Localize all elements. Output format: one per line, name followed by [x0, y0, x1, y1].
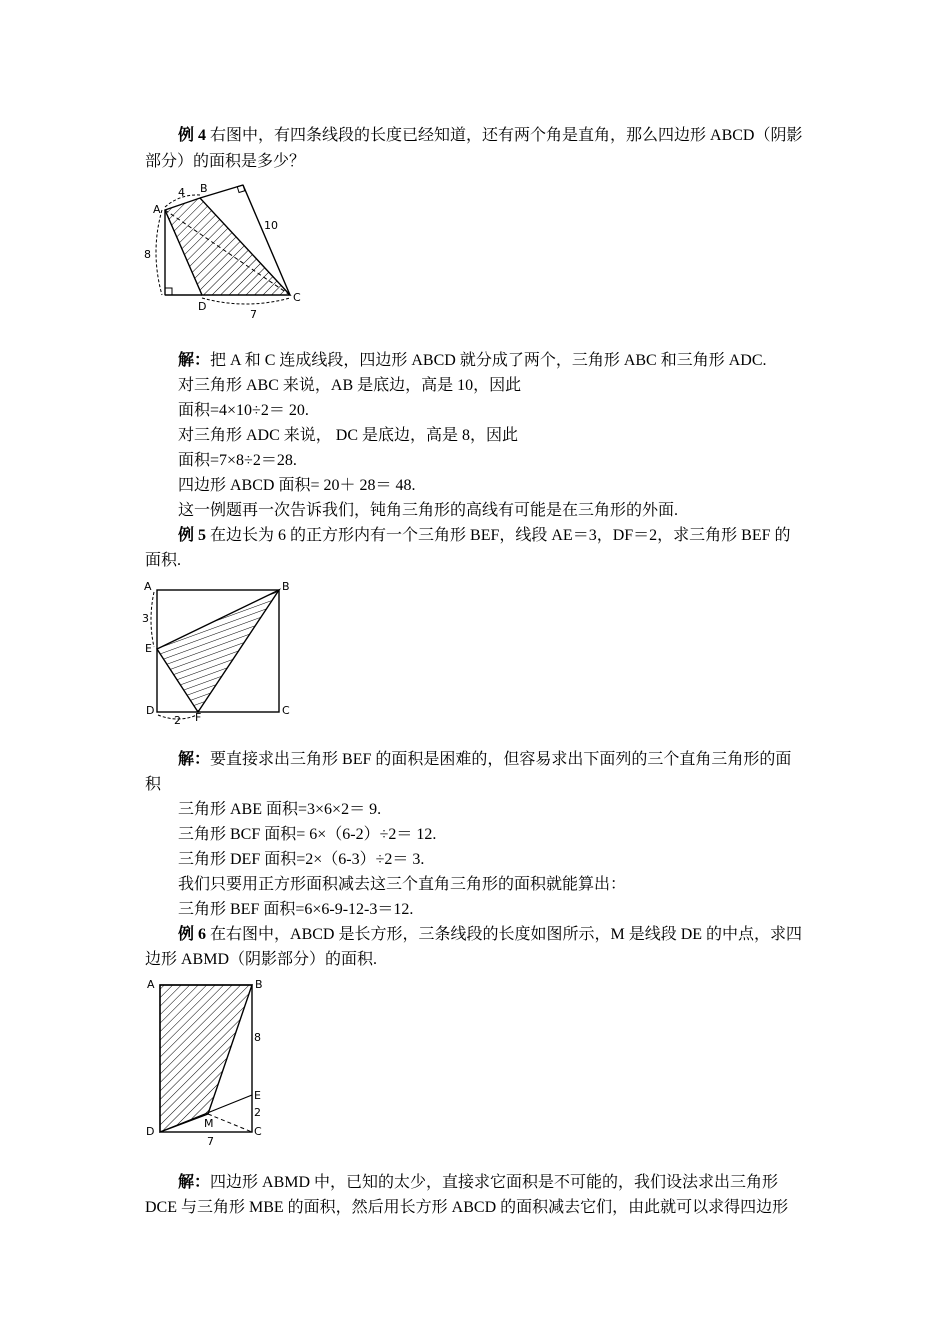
ex4-solution-line5: 面积=7×8÷2＝28.	[178, 452, 297, 469]
ex6-question-line2: 边形 ABMD（阴影部分）的面积.	[145, 951, 378, 968]
ex5-heading: 例 5	[178, 527, 207, 544]
ex4-solution-line1: 解：把 A 和 C 连成线段，四边形 ABCD 就分成了两个，三角形 ABC 和三角形 ADC.	[178, 352, 767, 369]
ex4-heading: 例 4	[178, 127, 207, 144]
ex4-solution-line7: 这一例题再一次告诉我们，钝角三角形的高线有可能是在三角形的外面.	[178, 502, 679, 519]
ex5-label-2: 2	[174, 714, 181, 727]
ex5-solution-line1: 解：要直接求出三角形 BEF 的面积是困难的，但容易求出下面列的三个直角三角形的面	[178, 751, 792, 768]
ex4-solution-heading: 解：	[178, 352, 211, 369]
ex4-solution-line4: 对三角形 ADC 来说， DC 是底边，高是 8，因此	[178, 427, 519, 444]
ex6-question-line1: 例 6 在右图中，ABCD 是长方形，三条线段的长度如图所示，M 是线段 DE 的中点，求四	[178, 926, 803, 943]
ex6-label-A: A	[147, 978, 155, 991]
ex5-solution-line5: 三角形 DEF 面积=2×（6-3）÷2＝ 3.	[178, 851, 425, 868]
ex6-solution-heading: 解：	[178, 1174, 211, 1191]
ex5-shaded-triangle	[157, 590, 279, 712]
ex5-label-3: 3	[142, 612, 149, 625]
ex5-solution-line7: 三角形 BEF 面积=6×6-9-12-3＝12.	[178, 901, 414, 918]
ex4-question-line1: 例 4 右图中，有四条线段的长度已经知道，还有两个角是直角，那么四边形 ABCD（阴影	[178, 127, 803, 144]
ex4-figure	[140, 180, 300, 320]
ex6-figure	[140, 975, 280, 1148]
ex4-label-B: B	[200, 182, 208, 195]
ex5-label-B: B	[282, 580, 290, 593]
ex6-label-E: E	[254, 1089, 261, 1102]
ex5-label-E: E	[145, 642, 152, 655]
ex6-label-2: 2	[254, 1106, 261, 1119]
ex5-label-A: A	[144, 580, 152, 593]
ex4-label-A: A	[153, 203, 161, 216]
ex4-label-10: 10	[264, 219, 278, 232]
ex6-solution-line1: 解：四边形 ABMD 中，已知的太少，直接求它面积是不可能的，我们设法求出三角形	[178, 1174, 779, 1191]
ex5-label-F: F	[195, 711, 202, 724]
ex6-solution-line2: DCE 与三角形 MBE 的面积，然后用长方形 ABCD 的面积减去它们，由此就可以求得四边形	[145, 1199, 789, 1216]
ex4-shaded-quad	[165, 198, 290, 295]
ex6-label-M: M	[204, 1117, 214, 1130]
ex6-label-8: 8	[254, 1031, 261, 1044]
ex4-solution-line2: 对三角形 ABC 来说，AB 是底边，高是 10，因此	[178, 377, 522, 394]
ex5-label-D: D	[146, 704, 155, 717]
ex5-figure	[140, 578, 300, 726]
ex5-question-line2: 面积.	[145, 552, 182, 569]
ex4-solution-line6: 四边形 ABCD 面积= 20＋ 28＝ 48.	[178, 477, 416, 494]
ex5-solution-heading: 解：	[178, 751, 211, 768]
ex4-label-4: 4	[178, 186, 185, 199]
ex6-heading: 例 6	[178, 926, 207, 943]
ex5-question-line1: 例 5 在边长为 6 的正方形内有一个三角形 BEF，线段 AE＝3，DF＝2，求三角形 BEF 的	[178, 527, 791, 544]
ex5-solution-line2: 积	[145, 776, 162, 793]
ex5-solution-line6: 我们只要用正方形面积减去这三个直角三角形的面积就能算出：	[178, 876, 627, 893]
ex4-label-7: 7	[250, 308, 257, 321]
ex4-label-8: 8	[144, 248, 151, 261]
ex6-label-7: 7	[207, 1135, 214, 1148]
ex4-question-line2: 部分）的面积是多少？	[145, 153, 306, 170]
ex5-solution-line4: 三角形 BCF 面积= 6×（6-2）÷2＝ 12.	[178, 826, 437, 843]
ex6-shaded-quad	[160, 985, 252, 1132]
ex4-label-C: C	[293, 291, 301, 304]
ex5-label-C: C	[282, 704, 290, 717]
ex5-solution-line3: 三角形 ABE 面积=3×6×2＝ 9.	[178, 801, 382, 818]
ex4-solution-line3: 面积=4×10÷2＝ 20.	[178, 402, 309, 419]
ex6-label-B: B	[255, 978, 263, 991]
ex6-label-C: C	[254, 1125, 262, 1138]
ex6-label-D: D	[146, 1125, 155, 1138]
ex4-label-D: D	[198, 300, 207, 313]
